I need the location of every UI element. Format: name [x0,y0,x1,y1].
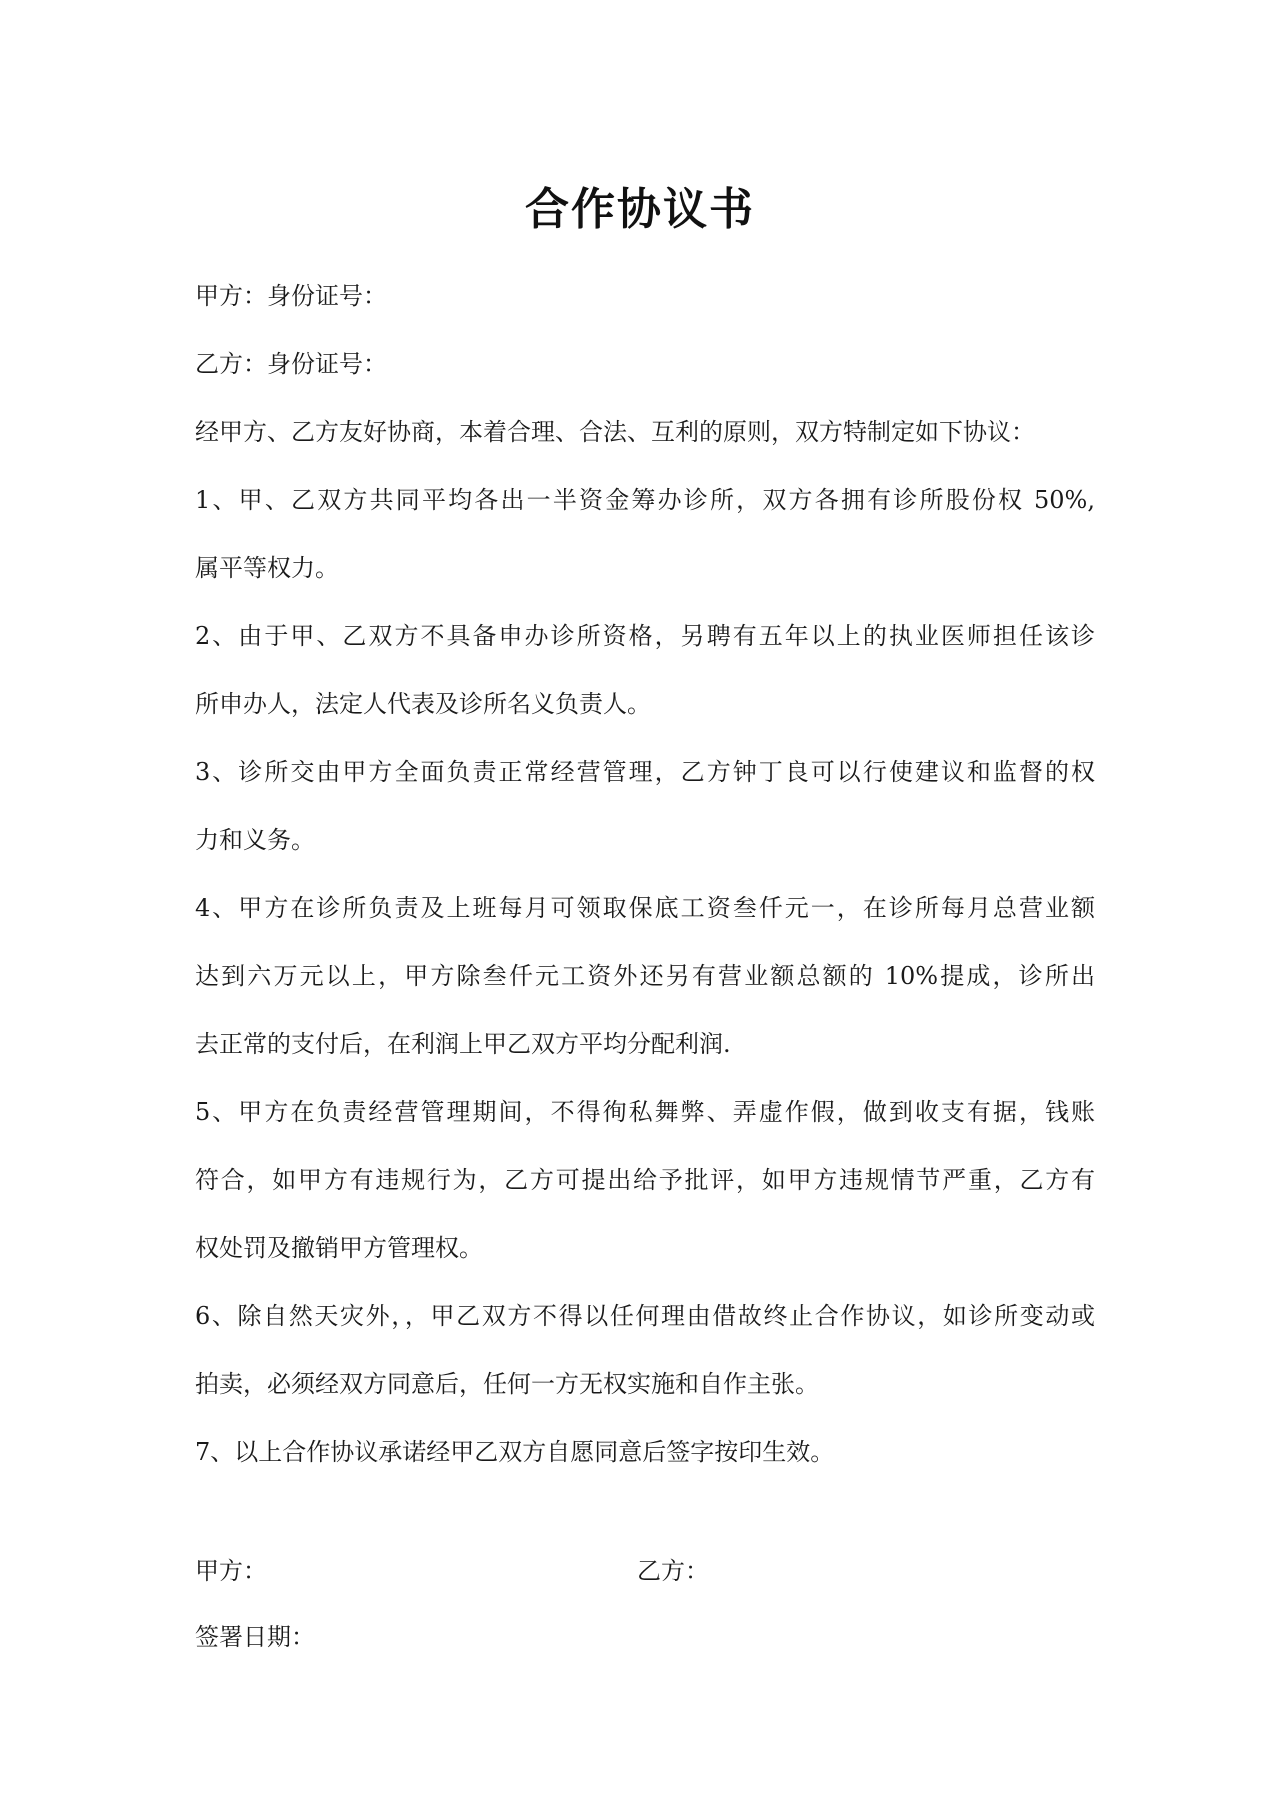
clause-line: 拍卖，必须经双方同意后，任何一方无权实施和自作主张。 [195,1370,819,1398]
clause-line: 达到六万元以上，甲方除叁仟元工资外还另有营业额总额的 10%提成，诊所出 [195,962,1095,990]
clause-line: 所申办人，法定人代表及诊所名义负责人。 [195,690,651,718]
clause-3 [195,738,1095,874]
clause-7 [195,1418,1095,1486]
signing-date-label: 签署日期： [195,1623,315,1651]
party-a-id-line: 甲方：身份证号： [195,282,387,310]
clause-line: 5、甲方在负责经营管理期间，不得徇私舞弊、弄虚作假，做到收支有据，钱账 [195,1098,1095,1126]
document-title: 合作协议书 [525,184,755,235]
clause-line: 3、诊所交由甲方全面负责正常经营管理，乙方钟丁良可以行使建议和监督的权 [195,758,1095,786]
intro-paragraph: 经甲方、乙方友好协商，本着合理、合法、互利的原则，双方特制定如下协议： [195,418,1035,446]
party-b-id-line: 乙方：身份证号： [195,350,387,378]
party-b-signature-label: 乙方： [637,1557,709,1585]
clause-line: 1、甲、乙双方共同平均各出一半资金筹办诊所，双方各拥有诊所股份权 50%, [195,486,1095,514]
clause-5 [195,1078,1095,1282]
clause-2 [195,602,1095,738]
clause-line: 权处罚及撤销甲方管理权。 [195,1234,483,1262]
party-a-signature-label: 甲方： [195,1557,267,1585]
clause-line: 符合，如甲方有违规行为，乙方可提出给予批评，如甲方违规情节严重，乙方有 [195,1166,1095,1194]
clause-line: 4、甲方在诊所负责及上班每月可领取保底工资叁仟元一，在诊所每月总营业额 [195,894,1095,922]
clause-line: 属平等权力。 [195,554,339,582]
document-body [195,262,1095,1486]
clause-line: 去正常的支付后，在利润上甲乙双方平均分配利润. [195,1030,731,1058]
clause-4 [195,874,1095,1078]
clause-line: 7、以上合作协议承诺经甲乙双方自愿同意后签字按印生效。 [195,1438,835,1466]
clause-line: 2、由于甲、乙双方不具备申办诊所资格，另聘有五年以上的执业医师担任该诊 [195,622,1095,650]
clause-line: 6、除自然天灾外，，甲乙双方不得以任何理由借故终止合作协议，如诊所变动或 [195,1302,1095,1330]
signature-row [195,1546,1095,1596]
clause-6 [195,1282,1095,1418]
clause-line: 力和义务。 [195,826,315,854]
clause-1 [195,466,1095,602]
